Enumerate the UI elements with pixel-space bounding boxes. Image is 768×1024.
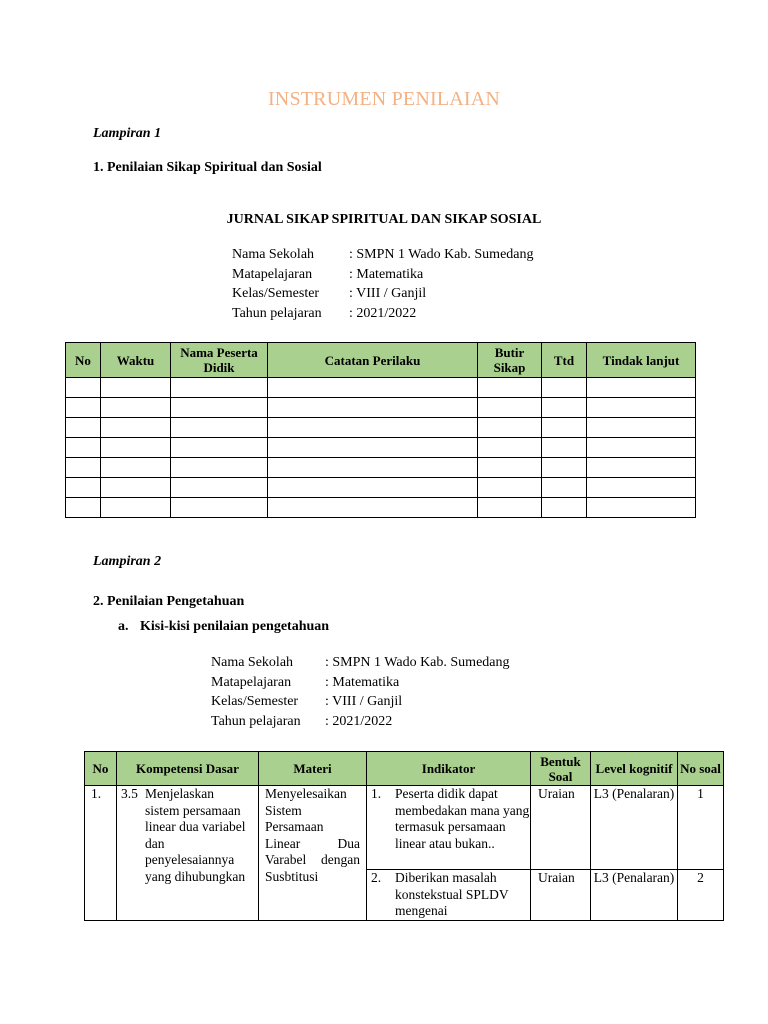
table-header: Level kognitif bbox=[591, 752, 678, 786]
table-row bbox=[66, 438, 696, 458]
document-title: INSTRUMEN PENILAIAN bbox=[267, 88, 501, 110]
indikator-cell bbox=[367, 870, 531, 921]
row-number: 1. bbox=[85, 786, 117, 921]
subsection-a-letter: a. bbox=[118, 619, 129, 634]
info-value: : Matematika bbox=[349, 266, 424, 282]
table-row bbox=[66, 418, 696, 438]
materi-cell: Menyelesaikan Sistem Persamaan Linear Dua Varabel dengan Susbtitusi bbox=[259, 786, 367, 921]
info-block-1 bbox=[232, 245, 534, 323]
info-label: Kelas/Semester bbox=[232, 286, 320, 301]
no-soal-cell: 1 bbox=[678, 786, 724, 870]
info-label: Nama Sekolah bbox=[232, 247, 315, 262]
indikator-text: Diberikan masalah konstekstual SPLDV mengenai bbox=[395, 870, 509, 918]
table-row bbox=[66, 398, 696, 418]
table-header: No bbox=[85, 752, 117, 786]
table-row bbox=[66, 378, 696, 398]
table-header: Waktu bbox=[101, 343, 171, 378]
journal-title: JURNAL SIKAP SPIRITUAL DAN SIKAP SOSIAL bbox=[226, 212, 542, 227]
table-header: Indikator bbox=[367, 752, 531, 786]
info-label: Kelas/Semester bbox=[211, 694, 299, 709]
table-row bbox=[66, 458, 696, 478]
journal-table bbox=[65, 342, 696, 518]
subsection-a-heading: Kisi-kisi penilaian pengetahuan bbox=[140, 619, 330, 634]
info-value: : VIII / Ganjil bbox=[325, 694, 403, 709]
info-label: Matapelajaran bbox=[211, 674, 292, 690]
info-value: : VIII / Ganjil bbox=[349, 286, 427, 301]
table-header: Tindak lanjut bbox=[587, 343, 696, 378]
info-label: Nama Sekolah bbox=[211, 655, 294, 670]
table-row bbox=[66, 478, 696, 498]
kisi-kisi-table bbox=[84, 751, 724, 921]
indikator-number: 1. bbox=[371, 786, 382, 801]
indikator-text: Peserta didik dapat membedakan mana yang termasuk persamaan linear atau bukan.. bbox=[395, 786, 530, 851]
section-2-heading: 2. Penilaian Pengetahuan bbox=[93, 594, 245, 609]
lampiran-2-label: Lampiran 2 bbox=[93, 554, 162, 569]
info-label: Tahun pelajaran bbox=[232, 305, 322, 321]
no-soal-cell: 2 bbox=[678, 870, 724, 921]
section-1-heading: 1. Penilaian Sikap Spiritual dan Sosial bbox=[93, 160, 322, 175]
info-value: : Matematika bbox=[325, 674, 400, 690]
table-row bbox=[66, 498, 696, 518]
table-row bbox=[85, 786, 724, 870]
table-header: Bentuk Soal bbox=[531, 752, 591, 786]
info-label: Matapelajaran bbox=[232, 266, 313, 282]
indikator-number: 2. bbox=[371, 870, 382, 885]
info-value: : 2021/2022 bbox=[349, 305, 417, 321]
table-header: No soal bbox=[678, 752, 724, 786]
info-label: Tahun pelajaran bbox=[211, 713, 301, 729]
kd-number: 3.5 bbox=[121, 786, 138, 801]
table-header: Butir Sikap bbox=[478, 343, 542, 378]
info-block-2 bbox=[211, 653, 510, 731]
level-kognitif-cell: L3 (Penalaran) bbox=[591, 870, 678, 921]
bentuk-soal-cell: Uraian bbox=[531, 870, 591, 921]
table-header: Materi bbox=[259, 752, 367, 786]
info-value: : SMPN 1 Wado Kab. Sumedang bbox=[349, 247, 534, 262]
kompetensi-dasar-cell bbox=[117, 786, 259, 921]
lampiran-1-label: Lampiran 1 bbox=[93, 126, 162, 141]
info-value: : SMPN 1 Wado Kab. Sumedang bbox=[325, 655, 510, 670]
table-header: Ttd bbox=[542, 343, 587, 378]
indikator-cell bbox=[367, 786, 531, 870]
level-kognitif-cell: L3 (Penalaran) bbox=[591, 786, 678, 870]
table-header: Nama Peserta Didik bbox=[171, 343, 268, 378]
table-header: Catatan Perilaku bbox=[268, 343, 478, 378]
table-header: Kompetensi Dasar bbox=[117, 752, 259, 786]
kd-text: Menjelaskan sistem persamaan linear dua variabel dan penyelesaiannya yang dihubungkan bbox=[145, 786, 246, 884]
info-value: : 2021/2022 bbox=[325, 713, 393, 729]
bentuk-soal-cell: Uraian bbox=[531, 786, 591, 870]
table-header: No bbox=[66, 343, 101, 378]
